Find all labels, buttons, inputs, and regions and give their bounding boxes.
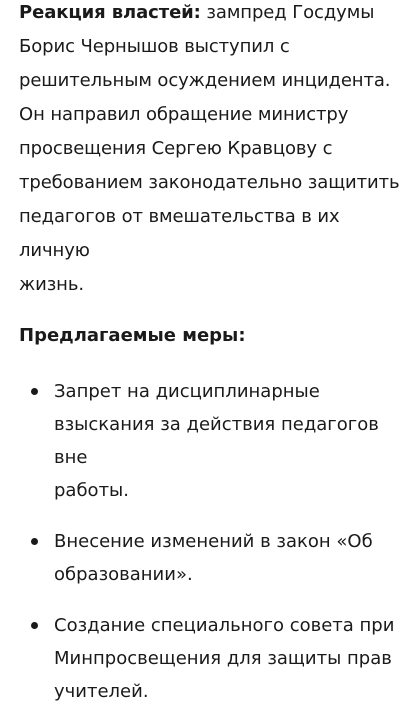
reaction-line: Он направил обращение министру: [19, 104, 349, 125]
list-item-line: Запрет на дисциплинарные: [54, 381, 320, 402]
reaction-paragraph: [19, 0, 409, 302]
list-item-line: Создание специального совета при: [54, 615, 395, 636]
list-item: [19, 609, 409, 708]
list-item-line: образовании».: [54, 564, 193, 585]
reaction-line: Борис Чернышов выступил с: [19, 36, 290, 57]
bullet-icon: [31, 538, 38, 545]
list-item-line: Минпросвещения для защиты прав: [54, 648, 392, 669]
reaction-line: педагогов от вмешательства в их личную: [19, 206, 340, 261]
list-item-line: учителей.: [54, 681, 149, 702]
bullet-icon: [31, 388, 38, 395]
list-item-line: Внесение изменений в закон «Об: [54, 531, 373, 552]
article-body: [19, 0, 409, 726]
list-item-line: работы.: [54, 480, 129, 501]
reaction-line: жизнь.: [19, 274, 84, 295]
reaction-line: просвещения Сергею Кравцову с: [19, 138, 333, 159]
reaction-label: Реакция властей:: [19, 2, 201, 23]
reaction-line: требованием законодательно защитить: [19, 172, 400, 193]
measures-heading: Предлагаемые меры:: [19, 325, 246, 346]
list-item: [19, 525, 409, 591]
list-item-line: взыскания за действия педагогов вне: [54, 414, 379, 468]
reaction-line: зампред Госдумы: [200, 2, 375, 23]
bullet-icon: [31, 622, 38, 629]
reaction-first-line: [19, 0, 409, 30]
reaction-line: решительным осуждением инцидента.: [19, 70, 391, 91]
measures-list: [19, 375, 409, 708]
list-item: [19, 375, 409, 507]
